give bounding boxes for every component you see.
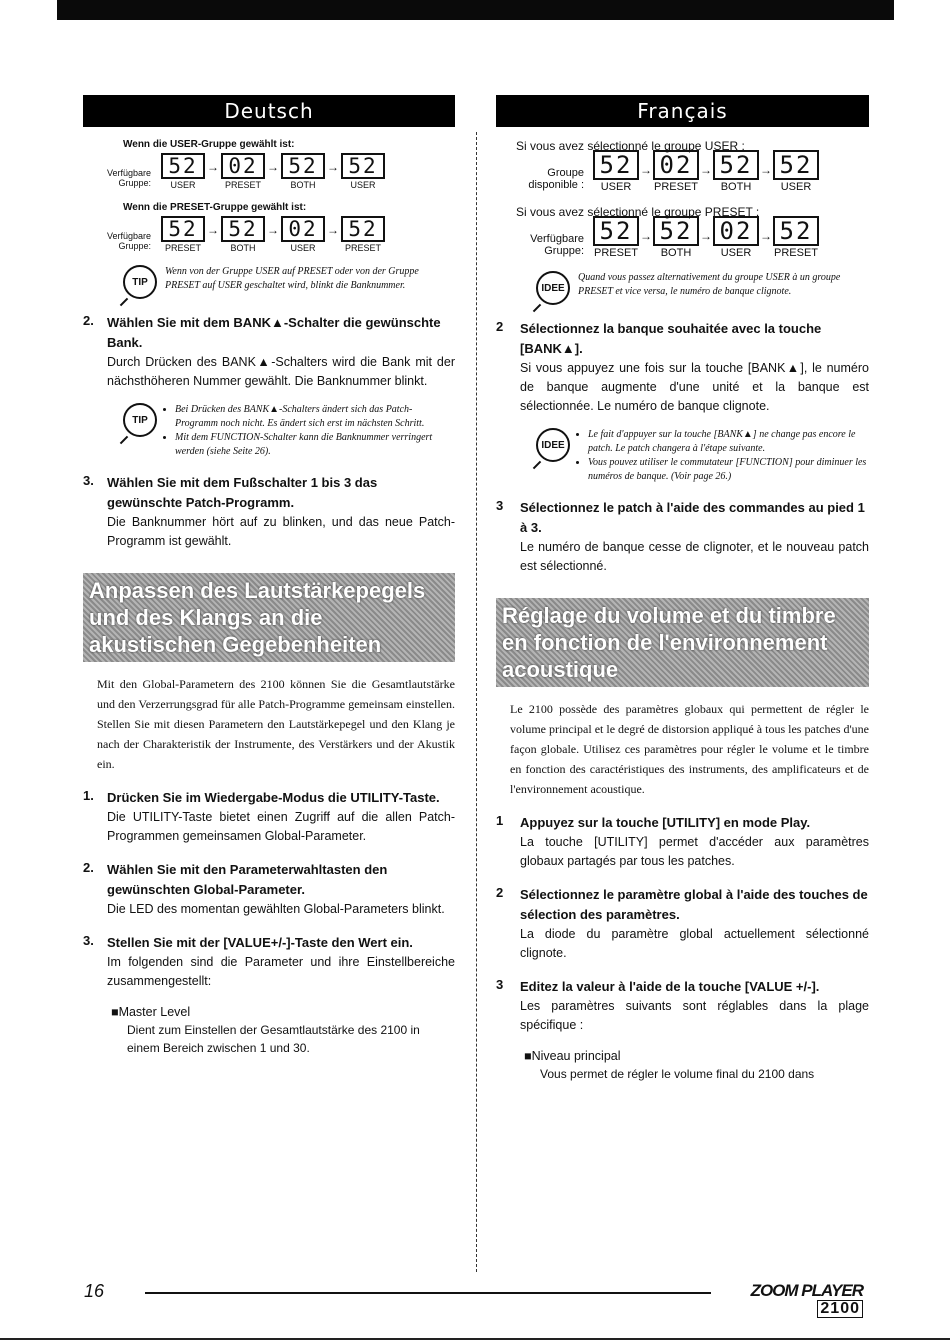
led-display: 52 (161, 153, 204, 179)
tip-bullet: • Mit dem FUNCTION-Schalter kann die Banknummer verringert werden (siehe Seite 26). (175, 431, 455, 459)
step-text: Die UTILITY-Taste bietet einen Zugriff auf die allen Patch-Programmen gemeinsamen Global-Parameter. (107, 810, 455, 843)
tip-note (123, 403, 455, 459)
display-caption: PRESET (164, 243, 201, 253)
idee-magnifier-icon: IDEE (536, 271, 570, 305)
step-text: La touche [UTILITY] permet d'accéder aux paramètres globaux partagés par tous les patches. (520, 835, 869, 868)
step-number: 1. (83, 788, 94, 803)
step-title: Sélectionnez la banque souhaitée avec la touche [BANK▲]. (520, 321, 822, 356)
step-number: 3. (83, 473, 94, 488)
display-item (768, 216, 824, 259)
display-caption: USER (780, 181, 812, 193)
step-1 (496, 813, 869, 871)
led-display: 52 (161, 216, 204, 242)
arrow-right-icon: → (207, 160, 219, 174)
step-2 (83, 860, 455, 919)
display-item (335, 153, 391, 190)
tip-magnifier-icon: TIP (123, 403, 157, 437)
user-group-caption: Wenn die USER-Gruppe gewählt ist: (123, 139, 295, 150)
arrow-right-icon: → (760, 229, 772, 243)
step-3 (83, 933, 455, 991)
column-divider (476, 132, 477, 1272)
step-text: La diode du paramètre global actuellement sélectionné clignote. (520, 927, 869, 960)
arrow-right-icon: → (700, 163, 712, 177)
top-black-bar (57, 0, 894, 20)
step-3 (83, 473, 455, 551)
parameter-entry (111, 1003, 455, 1057)
step-2 (496, 319, 869, 416)
step-text: Die LED des momentan gewählten Global-Parameters blinkt. (107, 902, 445, 916)
display-caption: BOTH (720, 181, 752, 193)
language-header-deutsch: Deutsch (83, 95, 455, 127)
language-header-francais: Français (496, 95, 869, 127)
step-text: Die Banknummer hört auf zu blinken, und das neue Patch-Programm ist gewählt. (107, 515, 455, 548)
led-display: 52 (593, 216, 640, 246)
step-title: Wählen Sie mit dem BANK▲-Schalter die gewünschte Bank. (107, 315, 441, 350)
step-text: Le numéro de banque cesse de clignoter, et le nouveau patch est sélectionné. (520, 540, 869, 573)
display-item (155, 216, 211, 253)
led-display: 52 (713, 150, 760, 180)
display-item (768, 150, 824, 193)
display-caption: PRESET (344, 243, 381, 253)
led-display: 52 (773, 150, 820, 180)
display-caption: USER (600, 181, 632, 193)
display-row-label: Verfügbare Gruppe: (530, 233, 584, 257)
display-row-label: Verfügbare Gruppe: (106, 231, 151, 251)
brand-logo (728, 1283, 863, 1318)
arrow-right-icon: → (327, 160, 339, 174)
display-item (335, 216, 391, 253)
arrow-right-icon: → (700, 229, 712, 243)
arrow-right-icon: → (267, 223, 279, 237)
section-heading: Anpassen des Lautstärkepegels und des Klangs an die akustischen Gegebenheiten (83, 573, 455, 662)
tip-bullet: • Bei Drücken des BANK▲-Schalters ändert sich das Patch-Programm noch nicht. Es ändert sich erst im nächsten Schritt. (175, 403, 455, 431)
led-display: 02 (713, 216, 760, 246)
display-item (708, 150, 764, 193)
tip-bullet: • Le fait d'appuyer sur la touche [BANK▲] ne change pas encore le patch. Le patch changera à l'étape suivante. (588, 428, 869, 456)
parameter-entry (524, 1047, 869, 1083)
display-sequence-user (93, 152, 455, 190)
display-item (708, 216, 764, 259)
tip-list (165, 403, 455, 459)
step-title: Drücken Sie im Wiedergabe-Modus die UTILITY-Taste. (107, 790, 440, 805)
parameter-title: ■ Niveau principal (524, 1047, 869, 1065)
section-intro: Le 2100 possède des paramètres globaux qui permettent de régler le volume principal et le degré de distorsion appliqué à tous les patches d'une façon globale. Utilisez ces paramètres pour régler le volume et le timbre en fonction des caractéristiques des instruments, des amplificateurs et de l'environnement acoustique. (510, 702, 869, 796)
arrow-right-icon: → (327, 223, 339, 237)
user-group-caption: Si vous avez sélectionné le groupe USER : (516, 139, 745, 153)
display-caption: USER (290, 243, 316, 253)
led-display: 52 (773, 216, 820, 246)
step-1 (83, 788, 455, 846)
step-3 (496, 498, 869, 576)
display-item (648, 150, 704, 193)
step-number: 1 (496, 813, 504, 828)
step-title: Appuyez sur la touche [UTILITY] en mode Play. (520, 815, 811, 830)
led-display: 52 (653, 216, 700, 246)
display-row-label: Verfügbare Gruppe: (106, 168, 151, 188)
step-title: Sélectionnez le patch à l'aide des commandes au pied 1 à 3. (520, 500, 865, 535)
led-display: 52 (341, 153, 384, 179)
arrow-right-icon: → (640, 163, 652, 177)
display-caption: USER (170, 180, 196, 190)
bottom-rule (0, 1338, 950, 1340)
display-item (275, 216, 331, 253)
preset-group-caption: Wenn die PRESET-Gruppe gewählt ist: (123, 202, 307, 213)
tip-note (123, 265, 455, 299)
arrow-right-icon: → (207, 223, 219, 237)
led-display: 52 (341, 216, 384, 242)
step-2 (496, 885, 869, 963)
display-sequence-preset (93, 215, 455, 253)
display-caption: BOTH (230, 243, 256, 253)
display-item (215, 216, 271, 253)
idee-magnifier-icon: IDEE (536, 428, 570, 462)
step-number: 3 (496, 977, 504, 992)
section-heading: Réglage du volume et du timbre en fonction de l'environnement acoustique (496, 598, 869, 687)
display-item (155, 153, 211, 190)
tip-text: Wenn von der Gruppe USER auf PRESET oder von der Gruppe PRESET auf USER geschaltet wird, blinkt die Banknummer. (165, 266, 419, 291)
led-display: 52 (281, 153, 324, 179)
parameter-text: Dient zum Einstellen der Gesamtlautstärke des 2100 in einem Bereich zwischen 1 und 30. (127, 1023, 420, 1055)
step-title: Wählen Sie mit den Parameterwahltasten den gewünschten Global-Parameter. (107, 862, 388, 897)
display-item (588, 216, 644, 259)
led-display: 02 (653, 150, 700, 180)
display-caption: PRESET (593, 247, 638, 259)
tip-note (536, 428, 869, 484)
column-francais (496, 95, 869, 1083)
arrow-right-icon: → (640, 229, 652, 243)
display-caption: USER (720, 247, 752, 259)
display-sequence-preset (506, 217, 869, 259)
arrow-right-icon: → (760, 163, 772, 177)
step-title: Stellen Sie mit der [VALUE+/-]-Taste den Wert ein. (107, 935, 413, 950)
display-sequence-user (506, 151, 869, 193)
display-caption: PRESET (773, 247, 818, 259)
step-2 (83, 313, 455, 391)
model-number: 2100 (817, 1300, 863, 1318)
page-number: 16 (84, 1281, 105, 1301)
tip-note (536, 271, 869, 305)
footer-rule (145, 1292, 711, 1294)
step-number: 2. (83, 313, 94, 328)
led-display: 52 (593, 150, 640, 180)
display-caption: USER (350, 180, 376, 190)
brand-name: ZOOM PLAYER (750, 1281, 863, 1300)
display-row-label: Groupe disponible : (528, 167, 584, 191)
display-item (275, 153, 331, 190)
step-title: Editez la valeur à l'aide de la touche [VALUE +/-]. (520, 979, 820, 994)
tip-magnifier-icon: TIP (123, 265, 157, 299)
led-display: 02 (281, 216, 324, 242)
tip-list (578, 428, 869, 484)
arrow-right-icon: → (267, 160, 279, 174)
display-caption: BOTH (290, 180, 316, 190)
step-number: 2 (496, 319, 504, 334)
parameter-title: ■ Master Level (111, 1003, 455, 1021)
preset-group-caption: Si vous avez sélectionné le groupe PRESET : (516, 205, 760, 219)
display-caption: PRESET (224, 180, 261, 190)
step-text: Si vous appuyez une fois sur la touche [BANK▲], le numéro de banque augmente d'une unité et la banque est sélectionnée. Le numéro de banque clignote. (520, 361, 869, 413)
step-text: Im folgenden sind die Parameter und ihre Einstellbereiche zusammengestellt: (107, 955, 455, 988)
led-display: 02 (221, 153, 264, 179)
display-caption: BOTH (660, 247, 692, 259)
parameter-text: Vous permet de régler le volume final du 2100 dans (540, 1067, 815, 1081)
step-number: 2. (83, 860, 94, 875)
step-title: Sélectionnez le paramètre global à l'aide des touches de sélection des paramètres. (520, 887, 868, 922)
step-number: 2 (496, 885, 504, 900)
tip-bullet: • Vous pouvez utiliser le commutateur [FUNCTION] pour diminuer les numéros de banque. (Voir page 26.) (588, 456, 869, 484)
display-item (588, 150, 644, 193)
display-caption: PRESET (653, 181, 698, 193)
step-number: 3. (83, 933, 94, 948)
step-number: 3 (496, 498, 504, 513)
step-3 (496, 977, 869, 1035)
step-title: Wählen Sie mit dem Fußschalter 1 bis 3 das gewünschte Patch-Programm. (107, 475, 378, 510)
step-text: Durch Drücken des BANK▲-Schalters wird die Bank mit der nächsthöheren Nummer gewählt. Die Banknummer blinkt. (107, 355, 455, 388)
display-item (215, 153, 271, 190)
tip-text: Quand vous passez alternativement du groupe USER à un groupe PRESET et vice versa, le numéro de banque clignote. (578, 272, 841, 297)
section-intro: Mit den Global-Parametern des 2100 können Sie die Gesamtlautstärke und den Verzerrungsgrad für alle Patch-Programme gemeinsam einstellen. Stellen Sie mit diesen Parametern den Lautstärkepegel und den Klang je nach der Charakteristik der Instrumente, des Verstärkers und der Akustik ein. (97, 677, 455, 771)
step-text: Les paramètres suivants sont réglables dans la plage spécifique : (520, 999, 869, 1032)
display-item (648, 216, 704, 259)
led-display: 52 (221, 216, 264, 242)
column-deutsch (83, 95, 455, 1057)
